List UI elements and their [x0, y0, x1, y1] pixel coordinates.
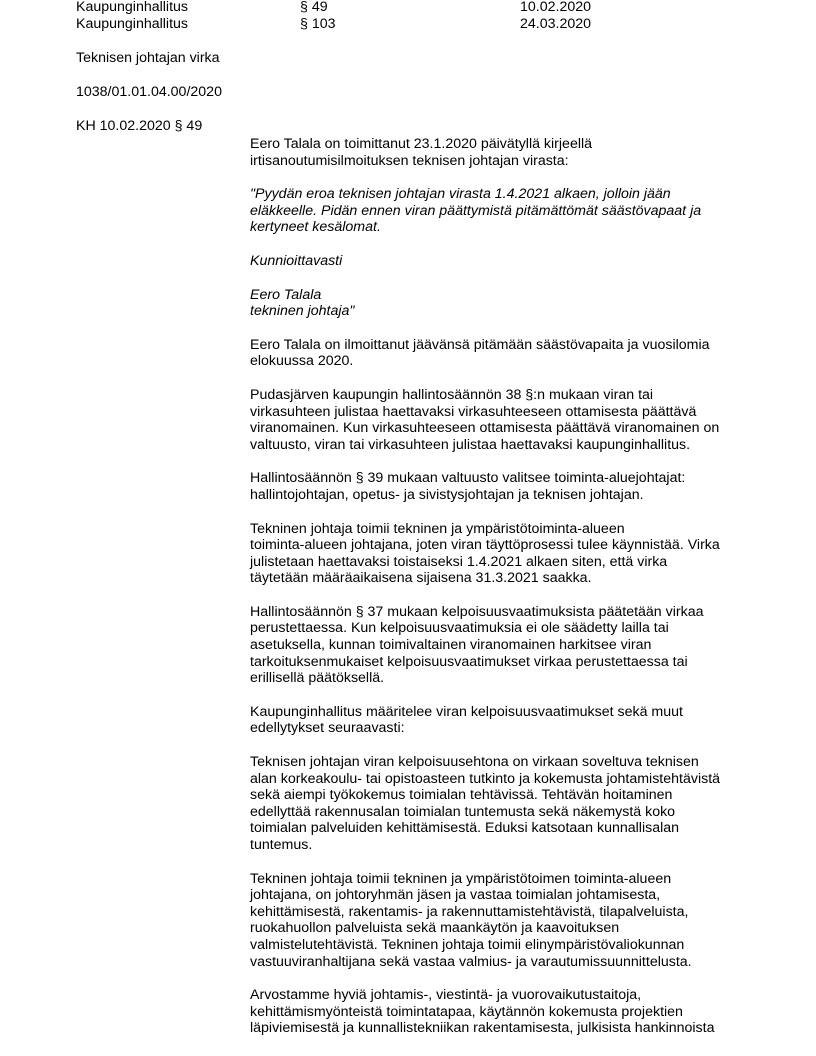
document-body: [250, 136, 750, 1054]
paragraph-line: kehittämismyönteistä toimintatapaa, käytännön kokemusta projektien: [250, 1003, 683, 1020]
paragraph-line: irtisanoutumisilmoituksen teknisen johtajan virasta:: [250, 152, 569, 169]
header-row-2-body: Kaupunginhallitus: [76, 16, 189, 32]
meeting-reference: KH 10.02.2020 § 49: [76, 118, 203, 134]
paragraph-line: asetuksella, kunnan toimivaltainen viranomainen harkitsee viran: [250, 637, 652, 654]
subject-title: Teknisen johtajan virka: [76, 50, 220, 66]
paragraph-line: Arvostamme hyviä johtamis-, viestintä- ja vuorovaikutustaitoja,: [250, 987, 642, 1004]
header-row-2-section: § 103: [300, 16, 336, 32]
paragraph-line: toimialan palveluiden kehittämisestä. Eduksi katsotaan kunnallisalan: [250, 820, 680, 837]
paragraph-line: Eero Talala on toimittanut 23.1.2020 päivätyllä kirjeellä: [250, 136, 593, 152]
paragraph-line: Tekninen johtaja toimii tekninen ja ympäristötoiminta-alueen: [250, 520, 625, 537]
paragraph-line: vastuuviranhaltijana sekä vastaa valmius- ja varautumissuunnittelusta.: [250, 953, 692, 970]
paragraph-line: valmistelutehtävistä. Tekninen johtaja toimii elinympäristövaliokunnan: [250, 936, 685, 953]
paragraph-line: Hallintosäännön § 39 mukaan valtuusto valitsee toiminta-aluejohtajat:: [250, 470, 686, 487]
paragraph-line: tekninen johtaja": [250, 303, 355, 320]
record-number: 1038/01.01.04.00/2020: [76, 84, 222, 100]
paragraph-line: sekä aiempi työkokemus toimialan tehtävissä. Tehtävän hoitaminen: [250, 787, 673, 804]
header-row-1-section: § 49: [300, 0, 328, 15]
paragraph-line: eläkkeelle. Pidän ennen viran päättymistä pitämättömät säästövapaat ja: [250, 202, 702, 219]
paragraph-line: hallintojohtajan, opetus- ja sivistysjohtajan ja teknisen johtajan.: [250, 486, 644, 503]
paragraph-line: Pudasjärven kaupungin hallintosäännön 38 §:n mukaan viran tai: [250, 386, 654, 403]
paragraph-line: "Pyydän eroa teknisen johtajan virasta 1.4.2021 alkaen, jolloin jään: [250, 186, 671, 203]
paragraph-line: toiminta-alueen johtajana, joten viran täyttöprosessi tulee käynnistää. Virka: [250, 537, 720, 554]
paragraph-line: edellyttää rakennusalan toimialan tuntemusta sekä näkemystä koko: [250, 803, 676, 820]
paragraph-line: tuntemus.: [250, 837, 313, 853]
paragraph-line: Teknisen johtajan viran kelpoisuusehtona on virkaan soveltuva teknisen: [250, 754, 699, 771]
paragraph-line: edellytykset seuraavasti:: [250, 720, 405, 737]
paragraph-line: Hallintosäännön § 37 mukaan kelpoisuusvaatimuksista päätetään virkaa: [250, 603, 704, 620]
paragraph: [250, 521, 750, 587]
paragraph: [250, 253, 750, 270]
paragraph: [250, 871, 750, 971]
paragraph-line: virkasuhteen julistaa haettavaksi virkasuhteeseen ottamisesta päättävä: [250, 403, 697, 420]
paragraph-line: Eero Talala on ilmoittanut jäävänsä pitämään säästövapaita ja vuosilomia: [250, 336, 710, 353]
header-row-1-date: 10.02.2020: [520, 0, 592, 15]
paragraph-line: tarkoituksenmukaiset kelpoisuusvaatimukset virkaa perustettaessa tai: [250, 653, 688, 670]
paragraph: [250, 337, 750, 370]
paragraph-line: ruokahuollon palveluista sekä maankäytön ja kaavoituksen: [250, 920, 620, 937]
paragraph-line: julistetaan haettavaksi toistaiseksi 1.4.2021 alkaen siten, että virka: [250, 553, 668, 570]
paragraph-line: kertyneet kesälomat.: [250, 219, 381, 236]
paragraph: [250, 470, 750, 503]
header-row-2-date: 24.03.2020: [520, 16, 592, 32]
paragraph-line: Eero Talala: [250, 286, 322, 303]
paragraph-line: Kunnioittavasti: [250, 252, 343, 269]
paragraph-line: valtuusto, viran tai virkasuhteen julistaa haettavaksi kaupunginhallitus.: [250, 436, 691, 453]
header-row-1-body: Kaupunginhallitus: [76, 0, 189, 15]
paragraph-line: Kaupunginhallitus määritelee viran kelpoisuusvaatimukset sekä muut: [250, 703, 683, 720]
paragraph-line: perustettaessa. Kun kelpoisuusvaatimuksia ei ole säädetty lailla tai: [250, 620, 669, 637]
paragraph: [250, 604, 750, 687]
paragraph-line: läpiviemisestä ja kunnallistekniikan rakentamisesta, julkisista hankinnoista: [250, 1020, 715, 1037]
paragraph-line: viranomainen. Kun virkasuhteeseen ottamisesta päättävä viranomainen on: [250, 420, 720, 437]
paragraph-line: kehittämisestä, rakentamis- ja rakennuttamistehtävistä, tilapalveluista,: [250, 903, 689, 920]
paragraph: [250, 186, 750, 236]
paragraph-line: erillisellä päätöksellä.: [250, 670, 385, 687]
paragraph-line: johtajana, on johtoryhmän jäsen ja vastaa toimialan johtamisesta,: [250, 887, 661, 904]
paragraph: [250, 136, 750, 169]
paragraph: [250, 387, 750, 453]
paragraph-line: elokuussa 2020.: [250, 353, 354, 370]
paragraph-line: täytetään määräaikaisena sijaisena 31.3.2021 saakka.: [250, 570, 592, 587]
paragraph: [250, 987, 750, 1037]
paragraph: [250, 704, 750, 737]
paragraph: [250, 287, 750, 320]
paragraph-line: alan korkeakoulu- tai opistoasteen tutkinto ja kokemusta johtamistehtävistä: [250, 770, 721, 787]
paragraph: [250, 754, 750, 854]
paragraph-line: Tekninen johtaja toimii tekninen ja ympäristötoimen toiminta-alueen: [250, 870, 672, 887]
